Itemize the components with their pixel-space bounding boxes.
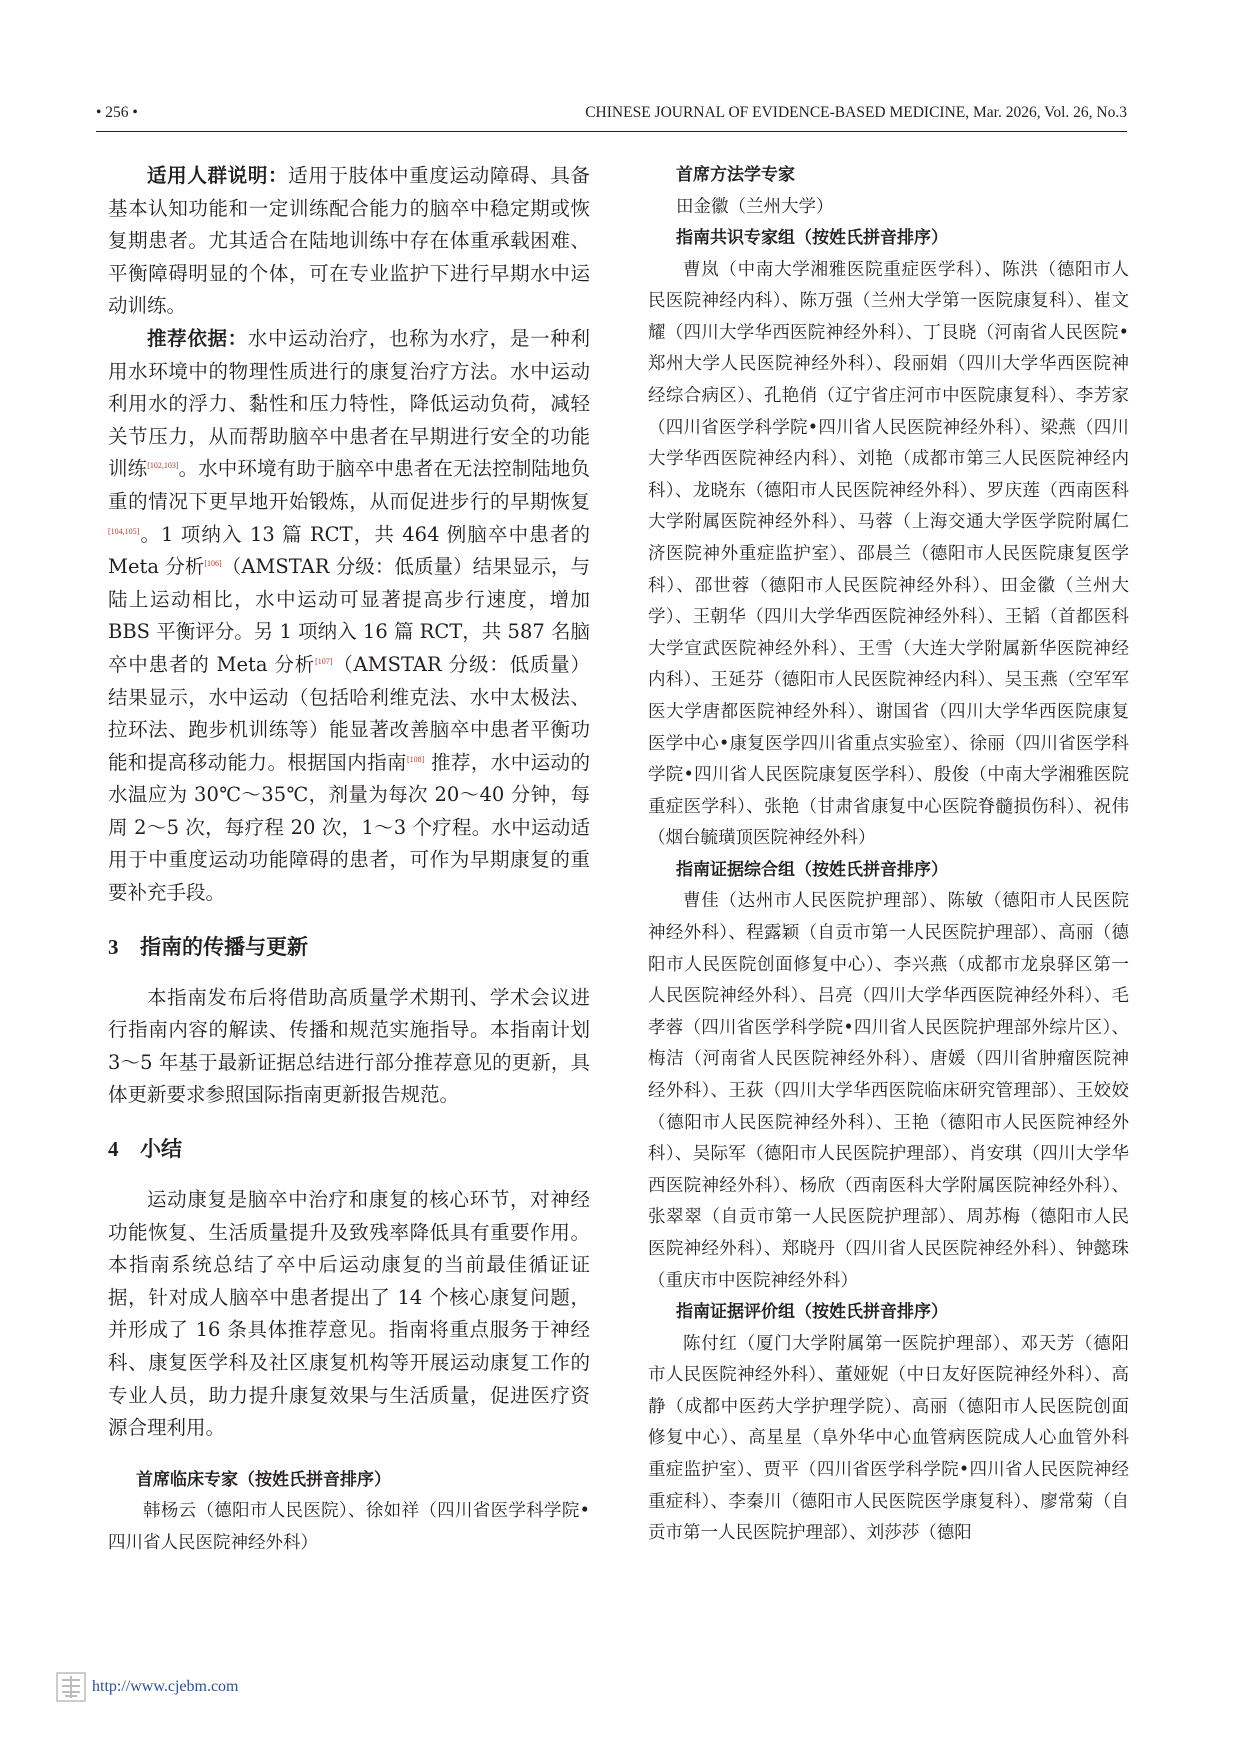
section-4-heading <box>108 1132 590 1166</box>
applicable-population-label: 适用人群说明： <box>147 164 289 187</box>
chief-clinical-experts-heading: 首席临床专家（按姓氏拼音排序） <box>136 1469 391 1490</box>
evidence-evaluation-group-heading: 指南证据评价组（按姓氏拼音排序） <box>676 1302 948 1323</box>
citation-102-103[interactable]: [102,103] <box>147 461 179 471</box>
evidence-synthesis-group-list: 曹佳（达州市人民医院护理部）、陈敏（德阳市人民医院神经外科）、程露颖（自贡市第一人民医院护理部）、高丽（德阳市人民医院创面修复中心）、李兴燕（成都市龙泉驿区第一人民医院神经外科）、吕亮（四川大学华西医院神经外科）、毛孝蓉（四川省医学科学院•四川省人民医院护理部外综片区）、梅洁（河南省人民医院神经外科）、唐媛（四川省肿瘤医院神经外科）、王荻（四川大学华西医院临床研究管理部）、王姣姣（德阳市人民医院神经外科）、王艳（德阳市人民医院神经外科）、吴际军（德阳市人民医院护理部）、肖安琪（四川大学华西医院神经外科）、杨欣（西南医科大学附属医院神经外科）、张翠翠（自贡市第一人民医院护理部）、周苏梅（德阳市人民医院神经外科）、郑晓丹（四川省人民医院神经外科）、钟懿珠（重庆市中医院神经外科） <box>648 891 1129 1291</box>
section-4-title: 小结 <box>140 1136 182 1162</box>
basis-text-3: 。1 项纳入 13 篇 RCT，共 464 例脑卒中患者的 Meta 分析 <box>108 522 590 579</box>
chief-methodology-expert-heading: 首席方法学专家 <box>676 165 795 185</box>
recommendation-basis-paragraph <box>108 323 590 910</box>
left-column <box>108 160 590 1559</box>
header-rule <box>96 131 1127 132</box>
citation-107[interactable]: [107] <box>315 656 333 666</box>
citation-108[interactable]: [108] <box>407 754 425 764</box>
section-3-paragraph: 本指南发布后将借助高质量学术期刊、学术会议进行指南内容的解读、传播和规范实施指导。本指南计划 3～5 年基于最新证据总结进行部分推荐意见的更新，具体更新要求参照国际指南更新报告规范。 <box>108 985 590 1107</box>
section-3-title: 指南的传播与更新 <box>140 933 308 959</box>
section-4-paragraph: 运动康复是脑卒中治疗和康复的核心环节，对神经功能恢复、生活质量提升及致残率降低具有重要作用。本指南系统总结了卒中后运动康复的当前最佳循证证据，针对成人脑卒中患者提出了 14 个核心康复问题，并形成了 16 条具体推荐意见。指南将重点服务于神经科、康复医学科及社区康复机构等开展运动康复工作的专业人员，助力提升康复效果与生活质量，促进医疗资源合理利用。 <box>108 1188 590 1440</box>
basis-text-6: 推荐，水中运动的水温应为 30℃～35℃，剂量为每次 20～40 分钟，每周 2～5 次，每疗程 20 次，1～3 个疗程。水中运动适用于中重度运动功能障碍的患者，可作为早期康复的重要补充手段。 <box>108 750 590 905</box>
basis-text-5: （AMSTAR 分级：低质量）结果显示，水中运动（包括哈利维克法、水中太极法、拉环法、跑步机训练等）能显著改善脑卒中患者平衡功能和提高移动能力。根据国内指南 <box>108 652 590 774</box>
right-column <box>648 160 1129 1550</box>
applicable-population-paragraph <box>108 160 590 323</box>
chief-clinical-experts-list: 韩杨云（德阳市人民医院）、徐如祥（四川省医学科学院•四川省人民医院神经外科） <box>108 1501 590 1553</box>
citation-104-105[interactable]: [104,105] <box>108 526 140 536</box>
basis-text-4: （AMSTAR 分级：低质量）结果显示，与陆上运动相比，水中运动可显著提高步行速度，增加 BBS 平衡评分。另 1 项纳入 16 篇 RCT，共 587 名脑卒中患者的 Meta 分析 <box>108 555 591 676</box>
chief-methodology-expert-name: 田金徽（兰州大学） <box>676 196 834 217</box>
consensus-group-heading: 指南共识专家组（按姓氏拼音排序） <box>676 228 948 249</box>
running-header <box>96 104 1127 126</box>
citation-106[interactable]: [106] <box>204 559 222 569</box>
consensus-group-list: 曹岚（中南大学湘雅医院重症医学科）、陈洪（德阳市人民医院神经内科）、陈万强（兰州大学第一医院康复科）、崔文耀（四川大学华西医院神经外科）、丁艮晓（河南省人民医院•郑州大学人民医院神经外科）、段丽娟（四川大学华西医院神经综合病区）、孔艳俏（辽宁省庄河市中医院康复科）、李芳家（四川省医学科学院•四川省人民医院神经外科）、梁燕（四川大学华西医院神经内科）、刘艳（成都市第三人民医院神经内科）、龙晓东（德阳市人民医院神经外科）、罗庆莲（西南医科大学附属医院神经外科）、马蓉（上海交通大学医学院附属仁济医院神外重症监护室）、邵晨兰（德阳市人民医院康复医学科）、邵世蓉（德阳市人民医院神经外科）、田金徽（兰州大学）、王朝华（四川大学华西医院神经外科）、王韬（首都医科大学宣武医院神经外科）、王雪（大连大学附属新华医院神经内科）、王延芬（德阳市人民医院神经内科）、吴玉燕（空军军医大学唐都医院神经外科）、谢国省（四川大学华西医院康复医学中心•康复医学四川省重点实验室）、徐丽（四川省医学科学院•四川省人民医院康复医学科）、殷俊（中南大学湘雅医院重症医学科）、张艳（甘肃省康复中心医院脊髓损伤科）、祝伟（烟台毓璜顶医院神经外科） <box>648 259 1129 849</box>
journal-website-link[interactable]: http://www.cjebm.com <box>92 1678 239 1695</box>
evidence-evaluation-group-list: 陈付红（厦门大学附属第一医院护理部）、邓天芳（德阳市人民医院神经外科）、董娅妮（中日友好医院神经外科）、高静（成都中医药大学护理学院）、高丽（德阳市人民医院创面修复中心）、高星星（阜外华中心血管病医院成人心血管外科重症监护室）、贾平（四川省医学科学院•四川省人民医院神经重症科）、李秦川（德阳市人民医院医学康复科）、廖常菊（自贡市第一人民医院护理部）、刘莎莎（德阳 <box>648 1333 1129 1544</box>
section-3-number: 3 <box>108 934 119 959</box>
page-number: • 256 • <box>96 104 138 121</box>
section-3-heading <box>108 930 590 964</box>
evidence-synthesis-group-heading: 指南证据综合组（按姓氏拼音排序） <box>676 859 948 880</box>
spacer <box>108 1445 590 1465</box>
journal-logo-icon <box>56 1672 86 1702</box>
applicable-population-text: 适用于肢体中重度运动障碍、具备基本认知功能和一定训练配合能力的脑卒中稳定期或恢复期患者。尤其适合在陆地训练中存在体重承载困难、平衡障碍明显的个体，可在专业监护下进行早期水中运动训练。 <box>108 164 590 318</box>
basis-text-1: 水中运动治疗，也称为水疗，是一种利用水环境中的物理性质进行的康复治疗方法。水中运动利用水的浮力、黏性和压力特性，降低运动负荷，减轻关节压力，从而帮助脑卒中患者在早期进行安全的功能训练 <box>108 326 590 481</box>
section-4-number: 4 <box>108 1137 119 1162</box>
journal-citation: CHINESE JOURNAL OF EVIDENCE-BASED MEDICINE, Mar. 2026, Vol. 26, No.3 <box>585 104 1127 121</box>
basis-text-2: 。水中环境有助于脑卒中患者在无法控制陆地负重的情况下更早地开始锻炼，从而促进步行的早期恢复 <box>108 457 590 513</box>
recommendation-basis-label: 推荐依据： <box>147 326 248 350</box>
